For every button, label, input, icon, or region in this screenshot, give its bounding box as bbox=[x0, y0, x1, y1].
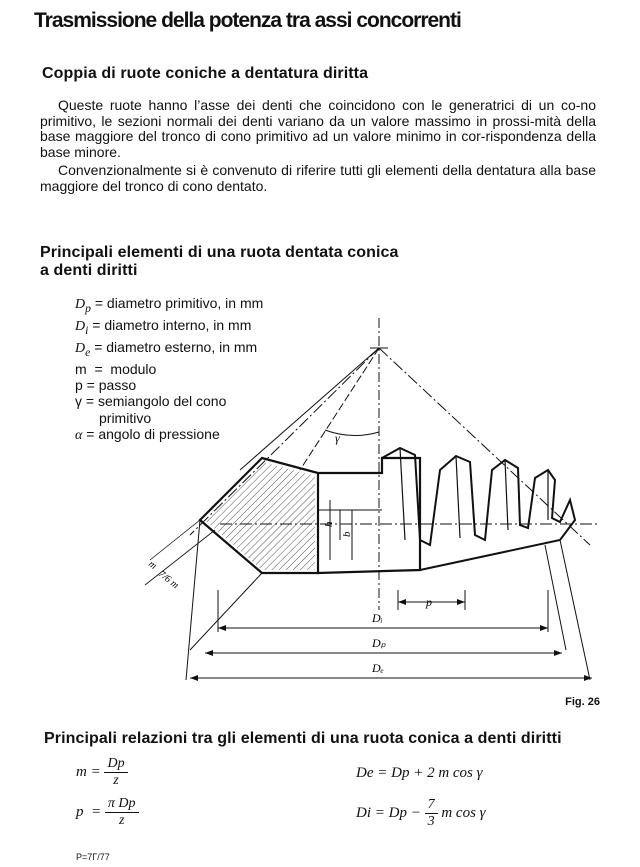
formula-di-numerator: 7 bbox=[425, 797, 438, 814]
dim-line-m bbox=[150, 520, 200, 560]
legend-text: = semiangolo del cono bbox=[82, 393, 227, 410]
formula-de: De = Dp + 2 m cos γ bbox=[356, 765, 483, 781]
legend-symbol: D bbox=[75, 297, 86, 312]
ext-line-3 bbox=[560, 540, 590, 680]
ext-line-2 bbox=[186, 520, 200, 680]
section-heading-elementi-line1: Principali elementi di una ruota dentata conica bbox=[40, 244, 399, 261]
formula-passo bbox=[76, 796, 139, 829]
formula-modulo bbox=[76, 756, 128, 789]
formula-passo-fraction bbox=[105, 796, 139, 829]
legend-text: primitivo bbox=[99, 409, 152, 426]
formula-modulo-denominator: z bbox=[113, 773, 119, 788]
gear-hatched-section bbox=[205, 462, 315, 570]
figure-caption: Fig. 26 bbox=[565, 696, 600, 708]
section-heading-coppia: Coppia di ruote coniche a dentatura diritta bbox=[42, 65, 369, 82]
formula-passo-denominator: z bbox=[118, 813, 125, 828]
label-b: b bbox=[341, 531, 353, 537]
legend-text: = diametro primitivo, in mm bbox=[90, 295, 264, 311]
cone-line-inner bbox=[300, 348, 379, 470]
formula-di-rhs: m cos γ bbox=[441, 804, 486, 821]
legend-text: = modulo bbox=[86, 361, 157, 377]
label-di: Dᵢ bbox=[372, 611, 383, 625]
legend-text: = diametro interno, in mm bbox=[88, 317, 252, 333]
legend-text: = angolo di pressione bbox=[82, 425, 220, 442]
gamma-arc bbox=[325, 430, 379, 436]
paragraph-1-text: Queste ruote hanno l’asse dei denti che coincidono con le generatrici di un co-no primitivo, le sezioni normali dei denti variano da un valore massimo in prossi-mità della base maggiore del tronco di cono primitivo ad un valore minimo in cor-rispondenza della base minore. bbox=[40, 97, 596, 160]
legend-symbol: γ bbox=[75, 393, 82, 410]
label-m: m bbox=[146, 558, 159, 572]
section-heading-elementi-line2: a denti diritti bbox=[40, 262, 138, 279]
formula-di-denominator: 3 bbox=[427, 814, 435, 829]
gear-hub-outline bbox=[318, 458, 420, 573]
legend-symbol: α bbox=[75, 427, 83, 443]
formula-di bbox=[356, 797, 486, 830]
legend-symbol: p bbox=[75, 377, 83, 394]
formula-passo-numerator: π Dp bbox=[105, 796, 139, 813]
dimension-arrows bbox=[190, 599, 592, 681]
page-title: Trasmissione della potenza tra assi concorrenti bbox=[34, 9, 461, 32]
formula-modulo-numerator: Dp bbox=[104, 756, 127, 773]
label-dp: Dₚ bbox=[372, 636, 386, 650]
pitch-cone-line-right bbox=[379, 348, 590, 545]
formula-di-lhs: Di = Dp − bbox=[356, 804, 421, 821]
legend-text: = passo bbox=[82, 377, 137, 394]
formula-modulo-fraction bbox=[104, 756, 127, 789]
formula-di-fraction bbox=[425, 797, 438, 830]
formula-passo-lhs: p = bbox=[76, 803, 102, 820]
legend-text: = diametro esterno, in mm bbox=[90, 339, 258, 355]
legend-subscript: e bbox=[85, 345, 91, 359]
legend-symbol: D bbox=[75, 319, 86, 334]
label-de: Dₑ bbox=[372, 661, 384, 675]
paragraph-2-text: Convenzionalmente si è convenuto di riferire tutti gli elementi della dentatura alla base maggiore del tronco di cono dentato. bbox=[40, 162, 596, 194]
legend-subscript: i bbox=[85, 323, 89, 337]
legend-symbol: m bbox=[75, 361, 87, 377]
legend-symbol: D bbox=[75, 341, 86, 356]
label-76m: 7/6 m bbox=[156, 568, 181, 592]
label-gamma: γ bbox=[335, 431, 340, 445]
section-heading-relazioni: Principali relazioni tra gli elementi di una ruota conica a denti diritti bbox=[44, 730, 562, 747]
label-h: h bbox=[323, 521, 335, 527]
ext-line-1 bbox=[190, 573, 262, 650]
footer-note: P=7Γ/77 bbox=[76, 852, 110, 862]
legend-subscript: p bbox=[85, 301, 91, 315]
cone-line-outer bbox=[240, 348, 379, 470]
formula-modulo-lhs: m = bbox=[76, 763, 101, 780]
label-p: p bbox=[426, 595, 432, 609]
